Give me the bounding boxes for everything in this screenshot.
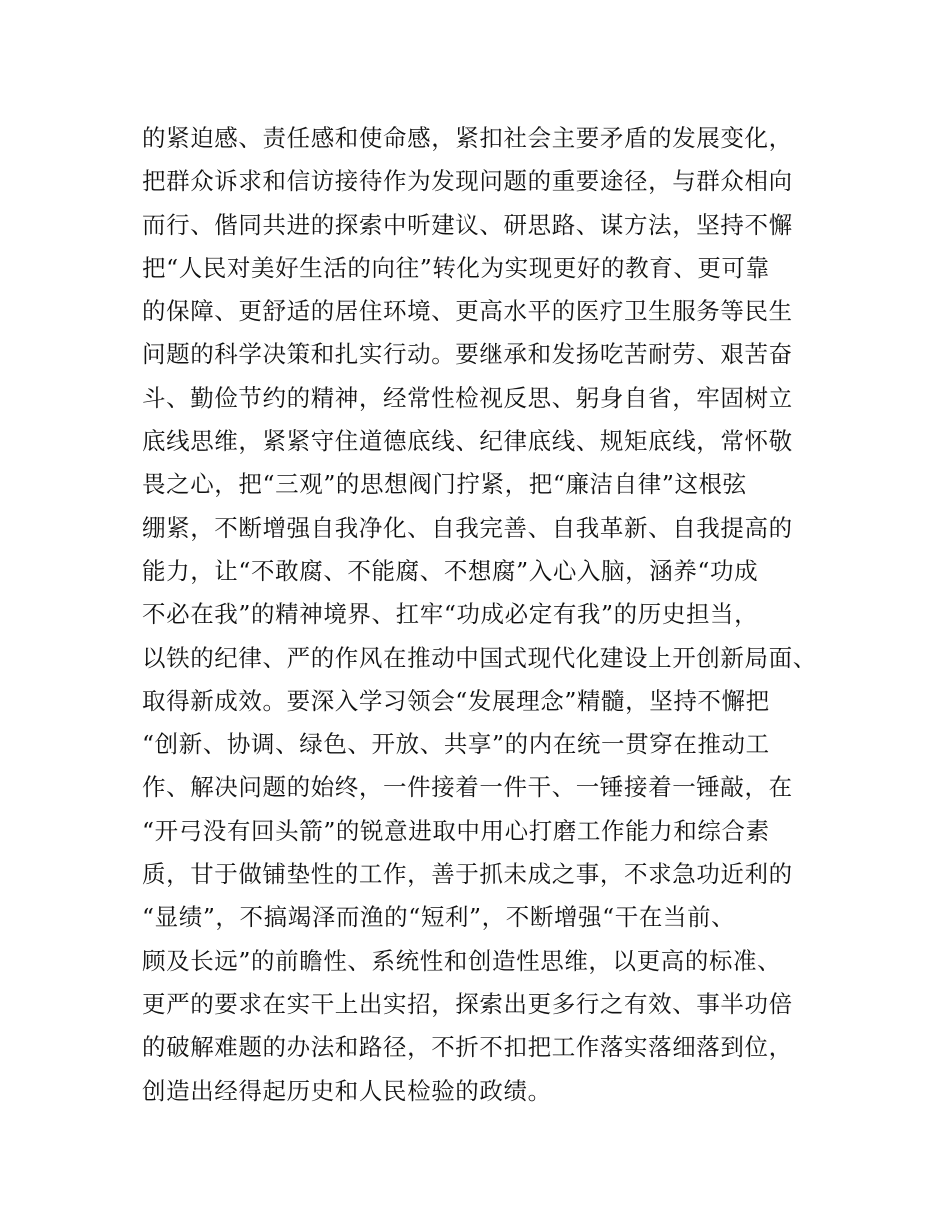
text-line: 绷紧，不断增强自我净化、自我完善、自我革新、自我提高的 — [142, 513, 793, 542]
text-line: 顾及长远”的前瞻性、系统性和创造性思维，以更高的标准、 — [142, 946, 782, 975]
text-line: 把群众诉求和信访接待作为发现问题的重要途径，与群众相向 — [142, 167, 793, 196]
text-line: 的破解难题的办法和路径，不折不扣把工作落实落细落到位， — [142, 1033, 793, 1062]
text-line: 创造出经得起历史和人民检验的政绩。 — [142, 1076, 552, 1105]
text-line: 更严的要求在实干上出实招，探索出更多行之有效、事半功倍 — [142, 989, 793, 1018]
text-line: “开弓没有回头箭”的锐意进取中用心打磨工作能力和综合素 — [142, 816, 770, 845]
text-line: 的紧迫感、责任感和使命感，紧扣社会主要矛盾的发展变化， — [142, 124, 793, 152]
text-line: 以铁的纪律、严的作风在推动中国式现代化建设上开创新局面、 — [142, 643, 817, 672]
text-line: 畏之心，把“三观”的思想阀门拧紧，把“廉洁自律”这根弦 — [142, 470, 747, 499]
text-line: 能力，让“不敢腐、不能腐、不想腐”入心入脑，涵养“功成 — [142, 556, 759, 585]
text-line: 不必在我”的精神境界、扛牢“功成必定有我”的历史担当， — [142, 600, 759, 629]
text-line: “创新、协调、绿色、开放、共享”的内在统一贯穿在推动工 — [142, 730, 770, 759]
body-paragraph — [142, 117, 842, 1113]
text-line: 作、解决问题的始终，一件接着一件干、一锤接着一锤敲，在 — [142, 773, 793, 802]
text-line: 的保障、更舒适的居住环境、更高水平的医疗卫生服务等民生 — [142, 297, 793, 326]
text-line: 问题的科学决策和扎实行动。要继承和发扬吃苦耐劳、艰苦奋 — [142, 340, 793, 369]
text-line: 底线思维，紧紧守住道德底线、纪律底线、规矩底线，常怀敬 — [142, 427, 793, 456]
text-line: 斗、勤俭节约的精神，经常性检视反思、躬身自省，牢固树立 — [142, 383, 793, 412]
text-line: 质，甘于做铺垫性的工作，善于抓未成之事，不求急功近利的 — [142, 860, 793, 889]
text-line: “显绩”，不搞竭泽而渔的“短利”，不断增强“干在当前、 — [142, 903, 736, 932]
text-line: 取得新成效。要深入学习领会“发展理念”精髓，坚持不懈把 — [142, 686, 770, 715]
text-line: 把“人民对美好生活的向往”转化为实现更好的教育、更可靠 — [142, 253, 770, 282]
text-line: 而行、偕同共进的探索中听建议、研思路、谋方法，坚持不懈 — [142, 210, 793, 239]
